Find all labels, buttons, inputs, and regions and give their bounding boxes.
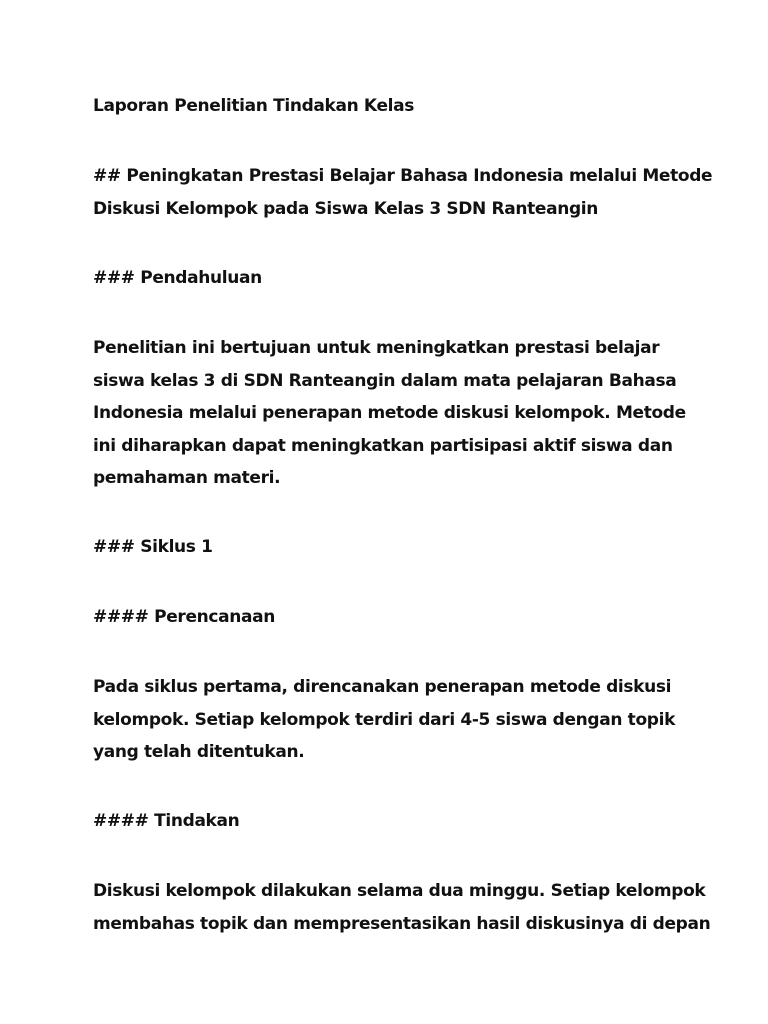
subsection-heading-perencanaan: #### Perencanaan <box>93 607 275 627</box>
paragraph-line: Indonesia melalui penerapan metode diskusi kelompok. Metode <box>93 403 686 423</box>
paragraph-line: pemahaman materi. <box>93 468 281 488</box>
paragraph-line: membahas topik dan mempresentasikan hasil diskusinya di depan <box>93 913 711 934</box>
intro-paragraph <box>93 332 686 495</box>
paragraph-line: Penelitian ini bertujuan untuk meningkatkan prestasi belajar <box>93 338 660 358</box>
main-heading-line: Diskusi Kelompok pada Siswa Kelas 3 SDN Ranteangin <box>93 198 598 219</box>
paragraph-line: kelompok. Setiap kelompok terdiri dari 4-5 siswa dengan topik <box>93 709 676 730</box>
main-heading-line: ## Peningkatan Prestasi Belajar Bahasa Indonesia melalui Metode <box>93 166 713 186</box>
paragraph-line: ini diharapkan dapat meningkatkan partisipasi aktif siswa dan <box>93 435 673 456</box>
planning-paragraph <box>93 671 683 769</box>
section-heading-siklus-1: ### Siklus 1 <box>93 537 213 557</box>
main-heading <box>93 160 713 225</box>
paragraph-line: yang telah ditentukan. <box>93 742 305 762</box>
section-heading-pendahuluan: ### Pendahuluan <box>93 268 262 288</box>
document-title: Laporan Penelitian Tindakan Kelas <box>93 96 414 116</box>
paragraph-line: siswa kelas 3 di SDN Ranteangin dalam mata pelajaran Bahasa <box>93 370 677 391</box>
action-paragraph <box>93 875 711 940</box>
paragraph-line: Diskusi kelompok dilakukan selama dua minggu. Setiap kelompok <box>93 881 706 901</box>
paragraph-line: Pada siklus pertama, direncanakan penerapan metode diskusi <box>93 677 672 697</box>
subsection-heading-tindakan: #### Tindakan <box>93 811 240 831</box>
